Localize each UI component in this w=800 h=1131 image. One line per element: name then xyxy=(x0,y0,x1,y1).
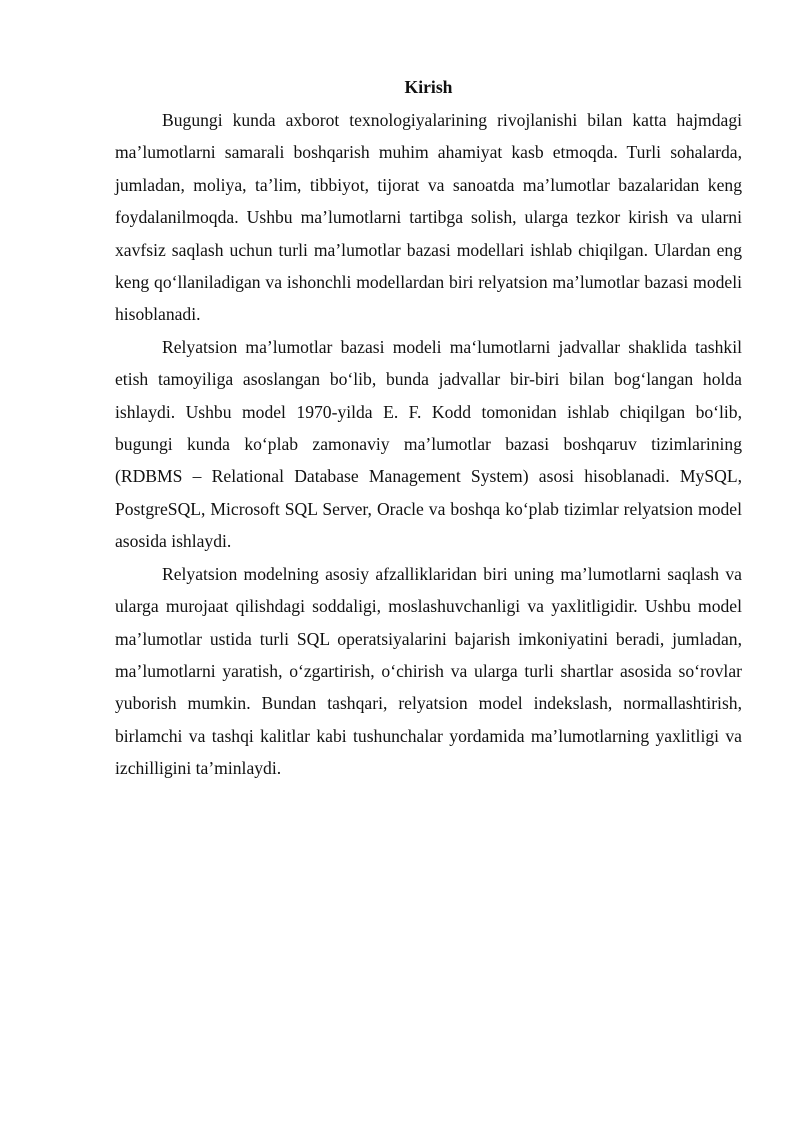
paragraph-3: Relyatsion modelning asosiy afzalliklaridan biri uning ma’lumotlarni saqlash va ularga murojaat qilishdagi soddaligi, moslashuvchanligi va yaxlitligidir. Ushbu model ma’lumotlar ustida turli SQL operatsiyalarini bajarish imkoniyatini beradi, jumladan, ma’lumotlarni yaratish, o‘zgartirish, o‘chirish va ularga turli shartlar asosida so‘rovlar yuborish mumkin. Bundan tashqari, relyatsion model indekslash, normallashtirish, birlamchi va tashqi kalitlar kabi tushunchalar yordamida ma’lumotlarning yaxlitligi va izchilligini ta’minlaydi. xyxy=(115,563,742,779)
document-page xyxy=(115,72,742,785)
paragraph-2: Relyatsion ma’lumotlar bazasi modeli ma‘lumotlarni jadvallar shaklida tashkil etish tamoyiliga asoslangan bo‘lib, bunda jadvallar bir-biri bilan bog‘langan holda ishlaydi. Ushbu model 1970-yilda E. F. Kodd tomonidan ishlab chiqilgan bo‘lib, bugungi kunda ko‘plab zamonaviy ma’lumotlar bazasi boshqaruv tizimlarining (RDBMS – Relational Database Management System) asosi hisoblanadi. MySQL, PostgreSQL, Microsoft SQL Server, Oracle va boshqa ko‘plab tizimlar relyatsion model asosida ishlaydi. xyxy=(115,336,742,552)
section-title: Kirish xyxy=(404,77,453,97)
paragraph-1: Bugungi kunda axborot texnologiyalarining rivojlanishi bilan katta hajmdagi ma’lumotlarni samarali boshqarish muhim ahamiyat kasb etmoqda. Turli sohalarda, jumladan, moliya, ta’lim, tibbiyot, tijorat va sanoatda ma’lumotlar bazalaridan keng foydalanilmoqda. Ushbu ma’lumotlarni tartibga solish, ularga tezkor kirish va ularni xavfsiz saqlash uchun turli ma’lumotlar bazasi modellari ishlab chiqilgan. Ulardan eng keng qo‘llaniladigan va ishonchli modellardan biri relyatsion ma’lumotlar bazasi modeli hisoblanadi. xyxy=(115,110,742,325)
